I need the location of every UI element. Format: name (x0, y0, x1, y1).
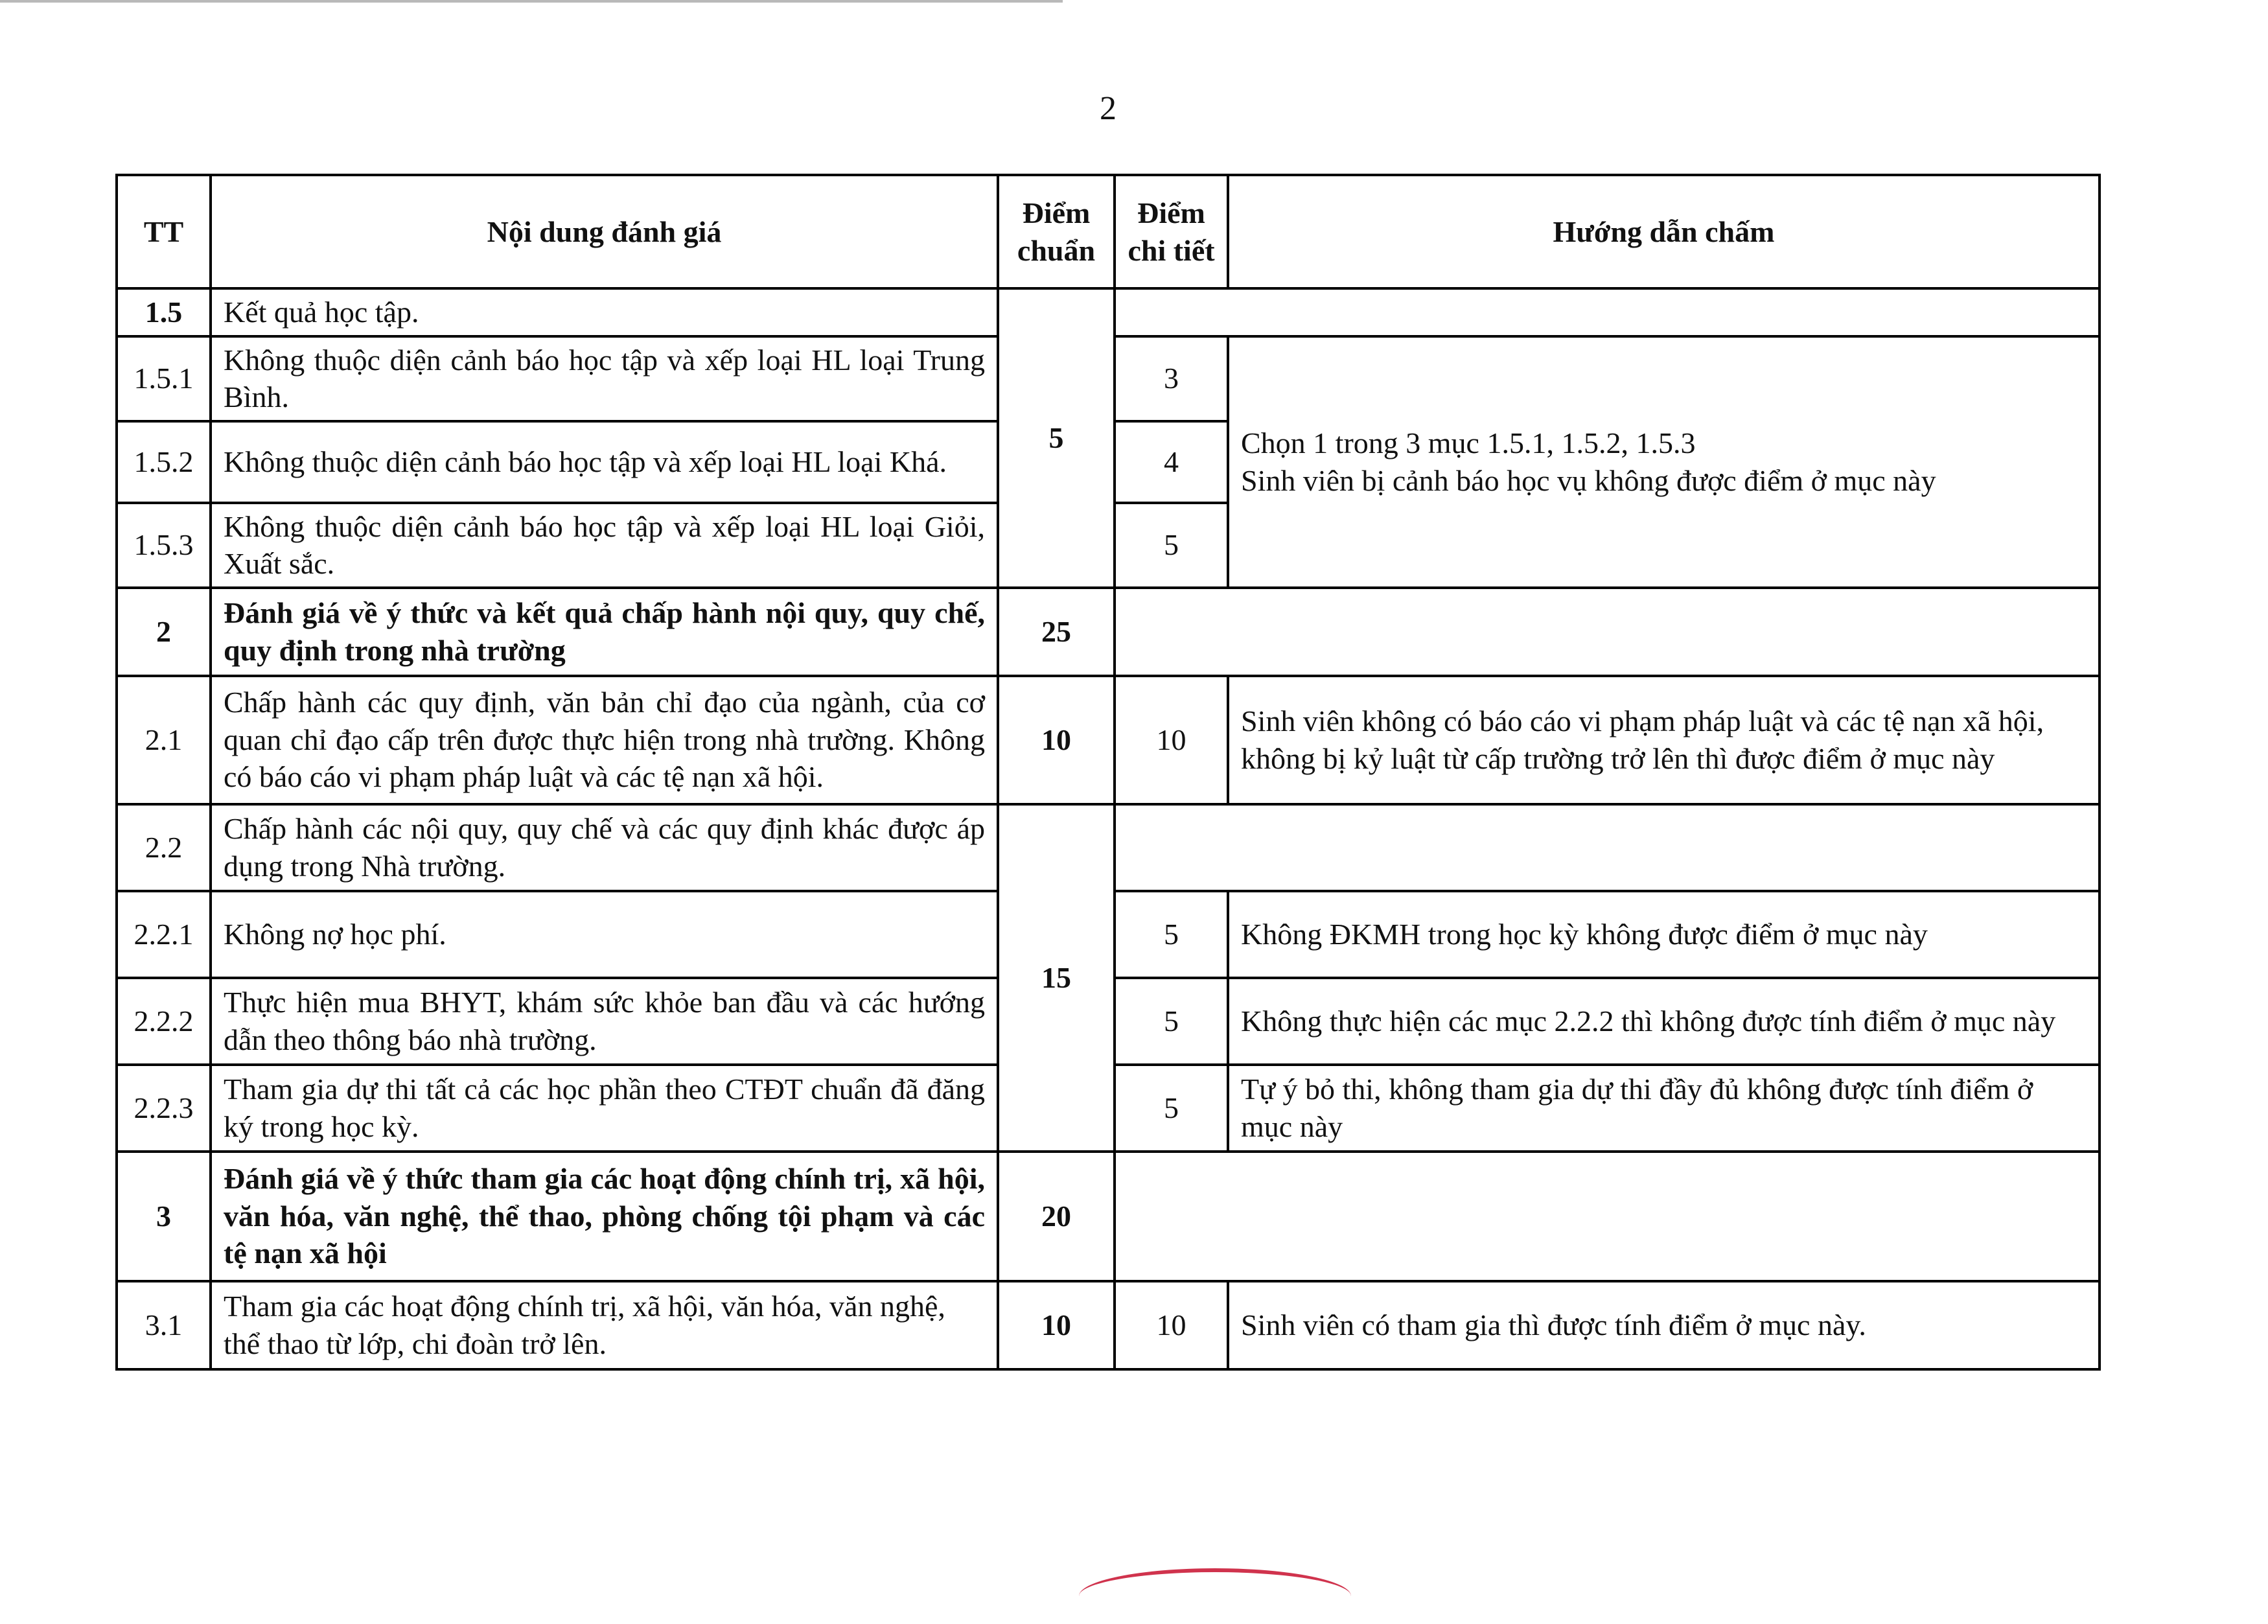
row-number: 2.2.3 (117, 1065, 211, 1152)
table-row (117, 288, 2100, 336)
header-content: Nội dung đánh giá (211, 175, 998, 288)
standard-score: 5 (998, 288, 1115, 588)
standard-score: 10 (998, 676, 1115, 804)
table-row (117, 1281, 2100, 1369)
guide-cell: Tự ý bỏ thi, không tham gia dự thi đầy đủ không được tính điểm ở mục này (1228, 1065, 2100, 1152)
guide-cell: Không ĐKMH trong học kỳ không được điểm ở mục này (1228, 891, 2100, 978)
row-number: 2.2.1 (117, 891, 211, 978)
row-number: 1.5.3 (117, 503, 211, 588)
row-number: 2.2 (117, 804, 211, 891)
row-content: Tham gia các hoạt động chính trị, xã hội, văn hóa, văn nghệ, thể thao từ lớp, chi đoàn trở lên. (211, 1281, 998, 1369)
header-tt: TT (117, 175, 211, 288)
table-row (117, 1152, 2100, 1281)
standard-score: 10 (998, 1281, 1115, 1369)
row-content: Thực hiện mua BHYT, khám sức khỏe ban đầu và các hướng dẫn theo thông báo nhà trường. (211, 978, 998, 1065)
table-row (117, 676, 2100, 804)
header-detail-score: Điểm chi tiết (1115, 175, 1228, 288)
empty-cell (1115, 804, 2100, 891)
row-number: 2.1 (117, 676, 211, 804)
standard-score: 20 (998, 1152, 1115, 1281)
standard-score: 25 (998, 588, 1115, 676)
table-row (117, 804, 2100, 891)
detail-score: 5 (1115, 891, 1228, 978)
detail-score: 5 (1115, 503, 1228, 588)
row-content: Đánh giá về ý thức tham gia các hoạt động chính trị, xã hội, văn hóa, văn nghệ, thể thao, phòng chống tội phạm và các tệ nạn xã hội (211, 1152, 998, 1281)
detail-score: 3 (1115, 336, 1228, 421)
row-content: Chấp hành các quy định, văn bản chỉ đạo của ngành, của cơ quan chỉ đạo cấp trên được thực hiện trong nhà trường. Không có báo cáo vi phạm pháp luật và các tệ nạn xã hội. (211, 676, 998, 804)
guide-cell: Sinh viên có tham gia thì được tính điểm ở mục này. (1228, 1281, 2100, 1369)
row-content: Kết quả học tập. (211, 288, 998, 336)
row-number: 2.2.2 (117, 978, 211, 1065)
standard-score: 15 (998, 804, 1115, 1152)
row-content: Không nợ học phí. (211, 891, 998, 978)
header-standard-score: Điểm chuẩn (998, 175, 1115, 288)
guide-cell: Không thực hiện các mục 2.2.2 thì không được tính điểm ở mục này (1228, 978, 2100, 1065)
row-number: 1.5.1 (117, 336, 211, 421)
row-content: Tham gia dự thi tất cả các học phần theo CTĐT chuẩn đã đăng ký trong học kỳ. (211, 1065, 998, 1152)
table-header-row (117, 175, 2100, 288)
row-number: 2 (117, 588, 211, 676)
detail-score: 10 (1115, 1281, 1228, 1369)
table-row (117, 588, 2100, 676)
row-number: 1.5 (117, 288, 211, 336)
row-content: Đánh giá về ý thức và kết quả chấp hành nội quy, quy chế, quy định trong nhà trường (211, 588, 998, 676)
detail-score: 10 (1115, 676, 1228, 804)
detail-score: 4 (1115, 421, 1228, 503)
detail-score: 5 (1115, 978, 1228, 1065)
red-seal-stamp (1079, 1568, 1351, 1624)
row-content: Chấp hành các nội quy, quy chế và các quy định khác được áp dụng trong Nhà trường. (211, 804, 998, 891)
guide-line: Sinh viên bị cảnh báo học vụ không được điểm ở mục này (1241, 463, 1936, 497)
row-content: Không thuộc diện cảnh báo học tập và xếp loại HL loại Khá. (211, 421, 998, 503)
row-content: Không thuộc diện cảnh báo học tập và xếp loại HL loại Trung Bình. (211, 336, 998, 421)
detail-score: 5 (1115, 1065, 1228, 1152)
guide-line: Chọn 1 trong 3 mục 1.5.1, 1.5.2, 1.5.3 (1241, 426, 1696, 459)
scan-top-edge (0, 0, 1063, 3)
empty-cell (1115, 1152, 2100, 1281)
row-number: 1.5.2 (117, 421, 211, 503)
row-number: 3.1 (117, 1281, 211, 1369)
grading-table (115, 174, 2101, 1371)
page-number: 2 (1100, 90, 1117, 127)
empty-cell (1115, 588, 2100, 676)
row-content: Không thuộc diện cảnh báo học tập và xếp loại HL loại Giỏi, Xuất sắc. (211, 503, 998, 588)
guide-cell (1228, 336, 2100, 588)
empty-cell (1115, 288, 2100, 336)
header-guide: Hướng dẫn chấm (1228, 175, 2100, 288)
guide-cell: Sinh viên không có báo cáo vi phạm pháp luật và các tệ nạn xã hội, không bị kỷ luật từ cấp trường trở lên thì được điểm ở mục này (1228, 676, 2100, 804)
row-number: 3 (117, 1152, 211, 1281)
